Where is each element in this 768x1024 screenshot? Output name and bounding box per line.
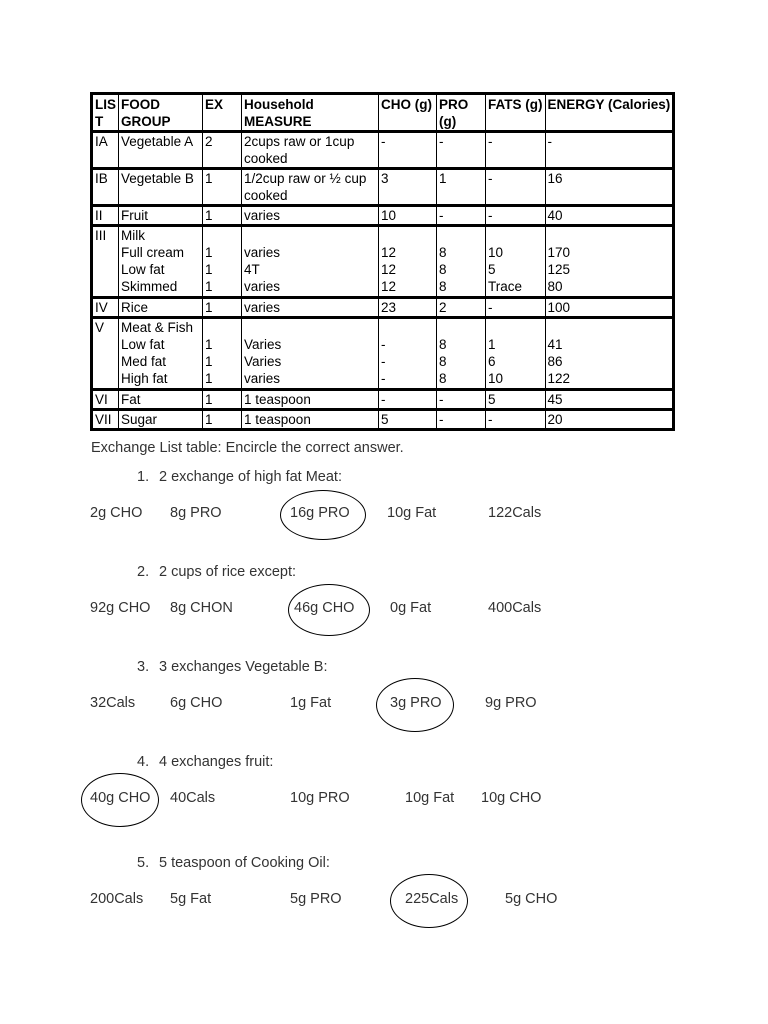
table-row <box>92 318 674 390</box>
cell-pro: - <box>437 410 486 430</box>
question-number: 5. <box>137 855 150 871</box>
cell-fats: 10 5 Trace <box>486 226 546 298</box>
answer-option[interactable]: 40Cals <box>170 790 216 806</box>
cell-ex: 2 <box>203 132 242 169</box>
question-number: 1. <box>137 469 150 485</box>
cell-energy: 20 <box>545 410 674 430</box>
cell-list: V <box>92 318 119 390</box>
cell-food-group: Vegetable B <box>119 169 203 206</box>
cell-pro: - <box>437 206 486 226</box>
table-row <box>92 206 674 226</box>
answer-option-selected[interactable]: 16g PRO <box>290 505 350 521</box>
answer-option-selected[interactable]: 225Cals <box>405 891 459 907</box>
cell-energy: 40 <box>545 206 674 226</box>
question-prompt <box>137 855 330 871</box>
table-row <box>92 390 674 410</box>
answer-option[interactable]: 5g PRO <box>290 891 342 907</box>
cell-ex: 1 <box>203 169 242 206</box>
table-header-row <box>92 94 674 132</box>
answer-circle-mark <box>390 874 468 928</box>
cell-ex: 1 1 1 <box>203 226 242 298</box>
cell-fats: - <box>486 298 546 318</box>
question-text: 2 exchange of high fat Meat: <box>159 469 342 485</box>
cell-food-group: Fruit <box>119 206 203 226</box>
cell-ex: 1 <box>203 206 242 226</box>
question-text: 3 exchanges Vegetable B: <box>159 659 328 675</box>
question-text: 2 cups of rice except: <box>159 564 297 580</box>
cell-cho: 5 <box>379 410 437 430</box>
cell-household-measure: 1 teaspoon <box>242 410 379 430</box>
answer-option[interactable]: 5g Fat <box>170 891 212 907</box>
table-row <box>92 169 674 206</box>
cell-energy: 170 125 80 <box>545 226 674 298</box>
cell-list: VII <box>92 410 119 430</box>
table-row <box>92 132 674 169</box>
question-text: 5 teaspoon of Cooking Oil: <box>159 855 330 871</box>
cell-list: II <box>92 206 119 226</box>
cell-fats: - <box>486 169 546 206</box>
cell-cho: 3 <box>379 169 437 206</box>
answer-option[interactable]: 8g CHON <box>170 600 233 616</box>
question-number: 2. <box>137 564 150 580</box>
answer-option[interactable]: 10g Fat <box>387 505 437 521</box>
answer-option[interactable]: 9g PRO <box>485 695 537 711</box>
cell-household-measure: Varies Varies varies <box>242 318 379 390</box>
cell-food-group: Meat & Fish Low fat Med fat High fat <box>119 318 203 390</box>
cell-energy: 41 86 122 <box>545 318 674 390</box>
cell-ex: 1 <box>203 410 242 430</box>
cell-energy: - <box>545 132 674 169</box>
header-list: LIS T <box>92 94 119 132</box>
cell-fats: 1 6 10 <box>486 318 546 390</box>
answer-option[interactable]: 8g PRO <box>170 505 222 521</box>
answer-option[interactable]: 10g PRO <box>290 790 350 806</box>
cell-cho: - <box>379 132 437 169</box>
table-row <box>92 410 674 430</box>
answer-option[interactable]: 122Cals <box>488 505 542 521</box>
cell-pro: - <box>437 132 486 169</box>
question-prompt <box>137 564 296 580</box>
cell-household-measure: varies 4T varies <box>242 226 379 298</box>
question-text: 4 exchanges fruit: <box>159 754 274 770</box>
cell-household-measure: 1/2cup raw or ½ cup cooked <box>242 169 379 206</box>
cell-food-group: Vegetable A <box>119 132 203 169</box>
cell-household-measure: 1 teaspoon <box>242 390 379 410</box>
table-row <box>92 298 674 318</box>
answer-circle-mark <box>376 678 454 732</box>
cell-pro: 1 <box>437 169 486 206</box>
answer-option-selected[interactable]: 40g CHO <box>90 790 151 806</box>
cell-list: IV <box>92 298 119 318</box>
question-prompt <box>137 469 342 485</box>
table-caption: Exchange List table: Encircle the correct answer. <box>91 440 404 456</box>
cell-cho: 23 <box>379 298 437 318</box>
cell-energy: 45 <box>545 390 674 410</box>
answer-circle-mark <box>288 584 370 636</box>
cell-fats: - <box>486 206 546 226</box>
question-prompt <box>137 754 273 770</box>
answer-option[interactable]: 400Cals <box>488 600 542 616</box>
cell-household-measure: varies <box>242 298 379 318</box>
cell-food-group: Sugar <box>119 410 203 430</box>
cell-list: IA <box>92 132 119 169</box>
cell-cho: 10 <box>379 206 437 226</box>
cell-food-group: Rice <box>119 298 203 318</box>
answer-option-selected[interactable]: 46g CHO <box>294 600 355 616</box>
cell-cho: - - - <box>379 318 437 390</box>
answer-option-selected[interactable]: 3g PRO <box>390 695 442 711</box>
answer-option[interactable]: 5g CHO <box>505 891 558 907</box>
cell-fats: - <box>486 410 546 430</box>
cell-pro: - <box>437 390 486 410</box>
cell-ex: 1 1 1 <box>203 318 242 390</box>
answer-circle-mark <box>280 490 366 540</box>
cell-list: III <box>92 226 119 298</box>
cell-ex: 1 <box>203 390 242 410</box>
cell-cho: 12 12 12 <box>379 226 437 298</box>
answer-option[interactable]: 200Cals <box>90 891 144 907</box>
cell-cho: - <box>379 390 437 410</box>
header-fats: FATS (g) <box>486 94 546 132</box>
answer-option[interactable]: 10g Fat <box>405 790 455 806</box>
answer-circle-mark <box>81 773 159 827</box>
header-household-measure: Household MEASURE <box>242 94 379 132</box>
cell-fats: 5 <box>486 390 546 410</box>
header-ex: EX <box>203 94 242 132</box>
cell-pro: 8 8 8 <box>437 318 486 390</box>
cell-energy: 100 <box>545 298 674 318</box>
question-number: 3. <box>137 659 150 675</box>
cell-list: IB <box>92 169 119 206</box>
question-prompt <box>137 659 328 675</box>
table-row <box>92 226 674 298</box>
answer-option[interactable]: 2g CHO <box>90 505 143 521</box>
cell-food-group: Fat <box>119 390 203 410</box>
answer-option[interactable]: 1g Fat <box>290 695 332 711</box>
cell-household-measure: 2cups raw or 1cup cooked <box>242 132 379 169</box>
header-food-group: FOOD GROUP <box>119 94 203 132</box>
cell-food-group: Milk Full cream Low fat Skimmed <box>119 226 203 298</box>
question-number: 4. <box>137 754 150 770</box>
cell-pro: 2 <box>437 298 486 318</box>
header-cho: CHO (g) <box>379 94 437 132</box>
answer-option[interactable]: 6g CHO <box>170 695 223 711</box>
header-energy: ENERGY (Calories) <box>545 94 674 132</box>
answer-option[interactable]: 92g CHO <box>90 600 151 616</box>
cell-energy: 16 <box>545 169 674 206</box>
cell-fats: - <box>486 132 546 169</box>
cell-ex: 1 <box>203 298 242 318</box>
answer-option[interactable]: 0g Fat <box>390 600 432 616</box>
header-pro: PRO (g) <box>437 94 486 132</box>
answer-option[interactable]: 10g CHO <box>481 790 542 806</box>
cell-pro: 8 8 8 <box>437 226 486 298</box>
cell-household-measure: varies <box>242 206 379 226</box>
cell-list: VI <box>92 390 119 410</box>
answer-option[interactable]: 32Cals <box>90 695 136 711</box>
exchange-list-table <box>90 92 675 431</box>
